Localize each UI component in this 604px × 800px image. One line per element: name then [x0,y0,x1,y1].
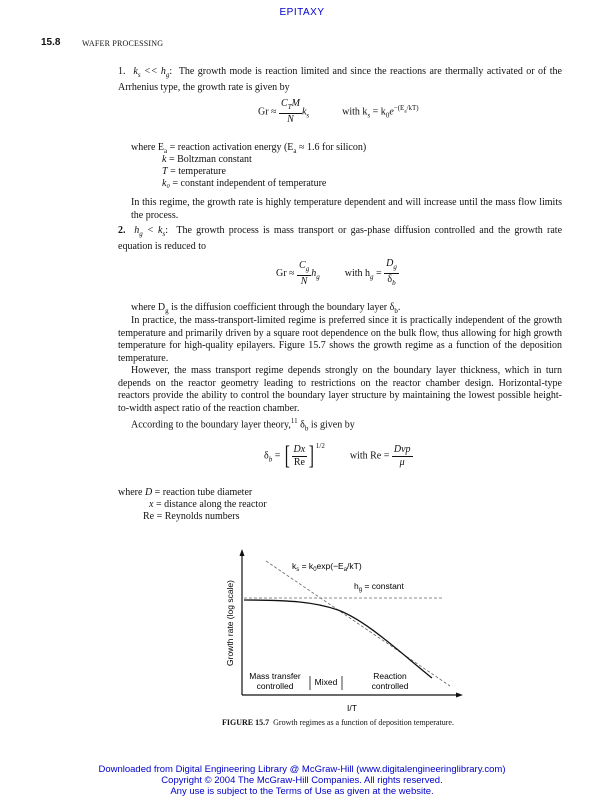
footer-download-link[interactable]: Downloaded from Digital Engineering Library @ McGraw-Hill (www.digitalengineeringlibrary.com) [98,764,506,775]
x-axis-arrow-icon [456,693,463,698]
item-1-text: The growth mode is reaction limited and since the reactions are thermally activated or of the Arrhenius type, the growth rate is given by [118,66,562,93]
where-clause-1: where $E_a$ = reaction activation energy ($E_a \approx 1.6$ for silicon) [131,142,367,155]
y-axis-label: Growth rate (log scale) [225,580,235,666]
x-axis-label: I/T [347,703,357,713]
item-1-closing: In this regime, the growth rate is highly temperature dependent and will increase until the mass flow limits the process. [131,197,562,221]
definition-row: x = distance along the reactor [149,499,267,510]
item-2-text: The growth process is mass transport or gas-phase diffusion controlled and the growth rate equation is reduced to [118,225,563,252]
item-1-paragraph: 1. $k_s << h_g$: The growth mode is reaction limited and since the reactions are thermally activated or of the Arrhenius type, the growth rate is given by [118,66,562,93]
running-title: EPITAXY [279,7,325,18]
growth-regime-figure [220,548,470,716]
item-2-lead: $h_g < k_s$ [134,225,166,238]
paragraph-boundary-layer: However, the mass transport regime depends strongly on the boundary layer thickness, which in turn depends on the reactor geometry leading to restrictions on the reactor chamber design. Horizontal-type reactors provide the ability to control the boundary layer structure by maintaining the lowest possible height-to-width aspect ratio of the reaction chamber. [118,365,562,414]
y-axis-arrow-icon [240,549,245,556]
page-number: 15.8 [41,37,61,48]
definition-row: k = Boltzman constant [162,154,252,165]
region-mixed-label: Mixed [314,677,338,687]
section-title: WAFER PROCESSING [82,39,164,48]
figure-caption: FIGURE 15.7 Growth regimes as a function of deposition temperature. [222,718,454,727]
item-2-paragraph: 2. $h_g < k_s$: The growth process is mass transport or gas-phase diffusion controlled and the growth rate equation is reduced to [118,225,563,252]
region-mass-transfer-label-2: controlled [256,681,294,691]
paragraph-practice: In practice, the mass-transport-limited regime is preferred since it is practically independent of the growth temperature and primarily driven by a square root dependence on the bulk flow, thus allowing for high growth temperature for high-quality epilayers. Figure 15.7 shows the growth regime as a function of the deposition temperature. [118,315,562,364]
definition-row: k₀ = constant independent of temperature [162,178,327,189]
item-2-label: 2. [118,225,126,236]
ks-label: $k_s = k_0\exp(-E_a/kT)$ [292,561,362,573]
definition-row: T = temperature [162,166,226,177]
region-reaction-label-2: controlled [371,681,409,691]
footer-copyright: Copyright © 2004 The McGraw-Hill Companies. All rights reserved. [161,775,443,786]
equation-boundary-layer: $\delta_b$ = [ $\frac{Dx}{Re}$ ] $^{1/2}$ with Re = $\frac{\text{Dvp}}{\mu}$ [264,441,411,470]
where-clause-3: where D = reaction tube diameter [118,487,253,498]
equation-reaction-limited: Gr ≈ $\frac{C_TM}{N}$ $k_s$ with $k_s = k_0e^{-(E_a/kT)}$ [258,98,419,125]
item-1-lead: $k_s << h_g$ [133,66,170,79]
equation-mass-transport: Gr ≈ $\frac{C_g}{N}$ $h_g$ with $h_g$ = $\frac{D_g}{\delta_b}$ [276,258,397,287]
region-reaction-label-1: Reaction [373,671,407,681]
footer-terms: Any use is subject to the Terms of Use as given at the website. [170,786,434,797]
item-1-label: 1. [118,66,126,77]
region-mass-transfer-label-1: Mass transfer [249,671,301,681]
growth-rate-curve [244,600,432,678]
paragraph-boundary-theory: According to the boundary layer theory,$^{11}$ $\delta_b$ is given by [131,417,355,433]
where-clause-2: where $D_g$ is the diffusion coefficient through the boundary layer $\delta_b$. [131,302,401,315]
hg-label: $h_g$ = constant [354,581,404,593]
definition-row: Re = Reynolds numbers [143,511,240,522]
ks-arrhenius-line [266,561,450,686]
